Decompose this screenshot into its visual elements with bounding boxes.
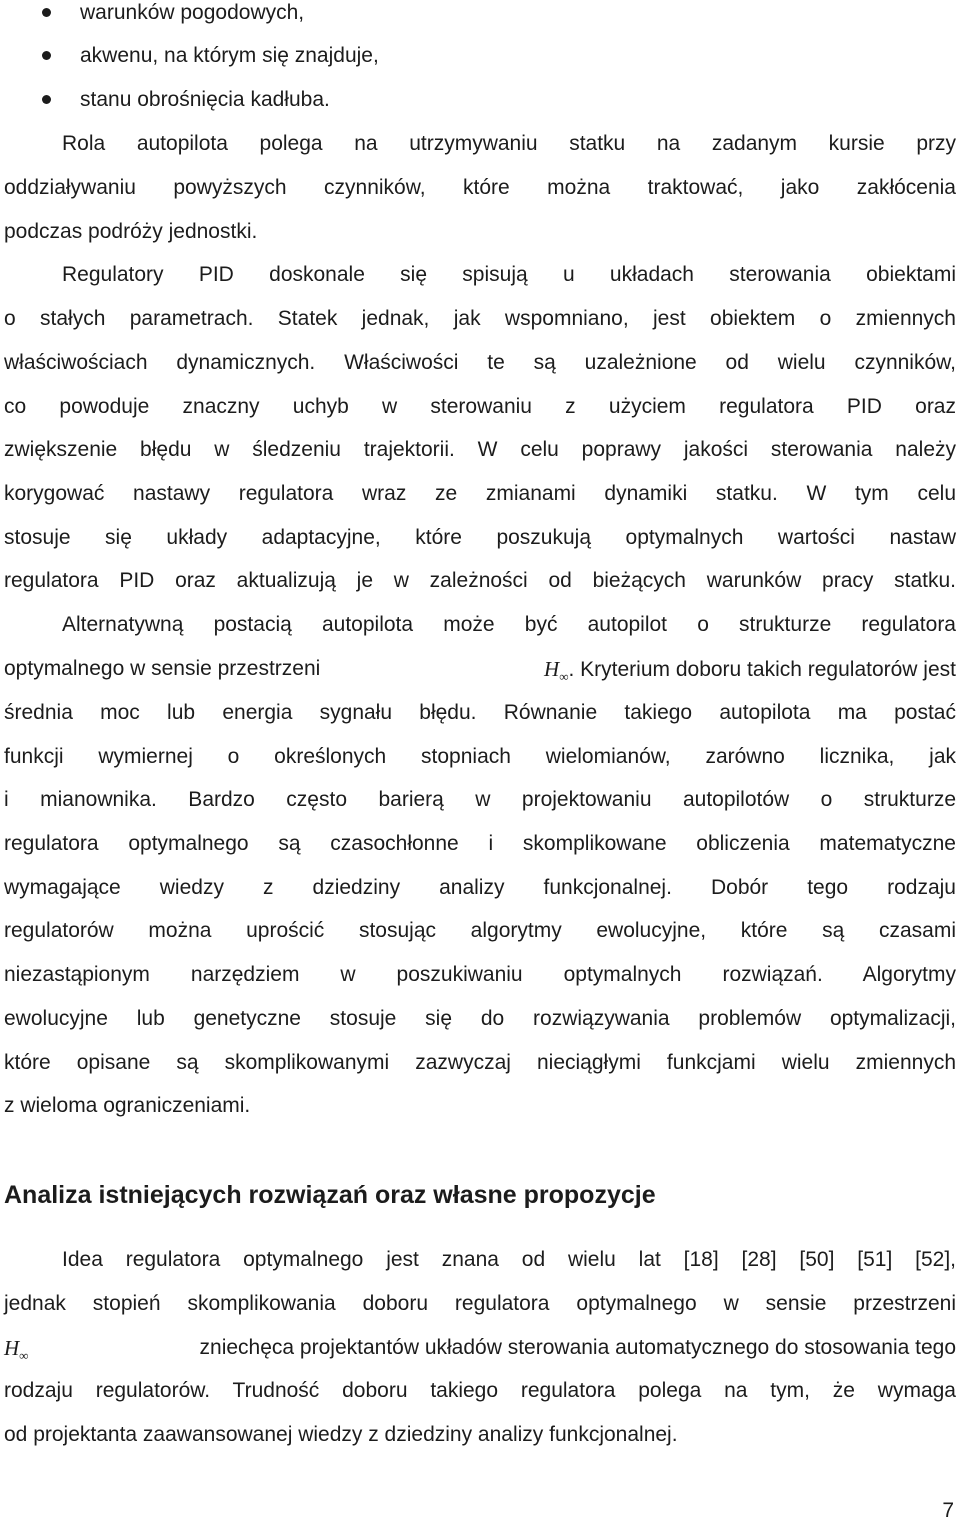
line-segment-after: zniechęca projektantów układów sterowania automatycznego do stosowania tego [199,1336,956,1359]
paragraph-line: co powoduje znaczny uchyb w sterowaniu z użyciem regulatora PID oraz [4,395,956,418]
paragraph-line: Rola autopilota polega na utrzymywaniu statku na zadanym kursie przy [62,132,956,155]
paragraph-line [4,1335,956,1369]
section-heading: Analiza istniejących rozwiązań oraz własne propozycje [4,1181,656,1209]
line-segment: optymalnego w sensie przestrzeni [4,657,321,680]
paragraph-line: funkcji wymiernej o określonych stopniach wielomianów, zarówno licznika, jak [4,745,956,768]
paragraph-line: regulatorów można uprościć stosując algorytmy ewolucyjne, które są czasami [4,919,956,942]
paragraph-line: zwiększenie błędu w śledzeniu trajektorii. W celu poprawy jakości sterowania należy [4,438,956,461]
bullet-dot [42,51,51,60]
paragraph-line: o stałych parametrach. Statek jednak, jak wspomniano, jest obiektem o zmiennych [4,307,956,330]
bullet-dot [42,8,51,17]
paragraph-line: stosuje się układy adaptacyjne, które poszukują optymalnych wartości nastaw [4,526,956,549]
paragraph-line: ewolucyjne lub genetyczne stosuje się do rozwiązywania problemów optymalizacji, [4,1007,956,1030]
paragraph-line: Alternatywną postacią autopilota może być autopilot o strukturze regulatora [62,613,956,636]
paragraph-line: rodzaju regulatorów. Trudność doboru takiego regulatora polega na tym, że wymaga [4,1379,956,1402]
paragraph-line: korygować nastawy regulatora wraz ze zmianami dynamiki statku. W tym celu [4,482,956,505]
paragraph-line: od projektanta zaawansowanej wiedzy z dziedziny analizy funkcjonalnej. [4,1423,678,1446]
paragraph-line: Regulatory PID doskonale się spisują u układach sterowania obiektami [62,263,956,286]
bullet-item: warunków pogodowych, [80,1,305,24]
infinity-subscript: ∞ [19,1348,29,1363]
paragraph-line: z wieloma ograniczeniami. [4,1094,251,1117]
paragraph-line: jednak stopień skomplikowania doboru regulatora optymalnego w sensie przestrzeni [4,1292,956,1315]
paragraph-line: oddziaływaniu powyższych czynników, które można traktować, jako zakłócenia [4,176,956,199]
paragraph-line: niezastąpionym narzędziem w poszukiwaniu optymalnych rozwiązań. Algorytmy [4,963,956,986]
bullet-item: stanu obrośnięcia kadłuba. [80,88,330,111]
paragraph-line [4,656,956,690]
h-letter: H [544,657,560,681]
paragraph-line: i mianownika. Bardzo często barierą w projektowaniu autopilotów o strukturze [4,788,956,811]
bullet-item: akwenu, na którym się znajduje, [80,44,379,67]
infinity-subscript: ∞ [559,669,569,684]
paragraph-line: wymagające wiedzy z dziedziny analizy funkcjonalnej. Dobór tego rodzaju [4,876,956,899]
paragraph-line: regulatora optymalnego są czasochłonne i skomplikowane obliczenia matematyczne [4,832,956,855]
paragraph-line: właściwościach dynamicznych. Właściwości te są uzależnione od wielu czynników, [4,351,956,374]
h-infinity-symbol [4,1335,28,1369]
paragraph-line: regulatora PID oraz aktualizują je w zależności od bieżących warunków pracy statku. [4,569,956,592]
line-segment-after: . Kryterium doboru takich regulatorów jest [568,658,956,681]
line-segment [544,656,956,690]
paragraph-line: podczas podróży jednostki. [4,220,258,243]
page-number: 7 [942,1499,954,1522]
paragraph-line: średnia moc lub energia sygnału błędu. Równanie takiego autopilota ma postać [4,701,956,724]
h-letter: H [4,1336,20,1360]
paragraph-line: Idea regulatora optymalnego jest znana od wielu lat [18] [28] [50] [51] [52], [62,1248,956,1271]
bullet-dot [42,95,51,104]
h-infinity-symbol [544,657,569,684]
paragraph-line: które opisane są skomplikowanymi zazwyczaj nieciągłymi funkcjami wielu zmiennych [4,1051,956,1074]
